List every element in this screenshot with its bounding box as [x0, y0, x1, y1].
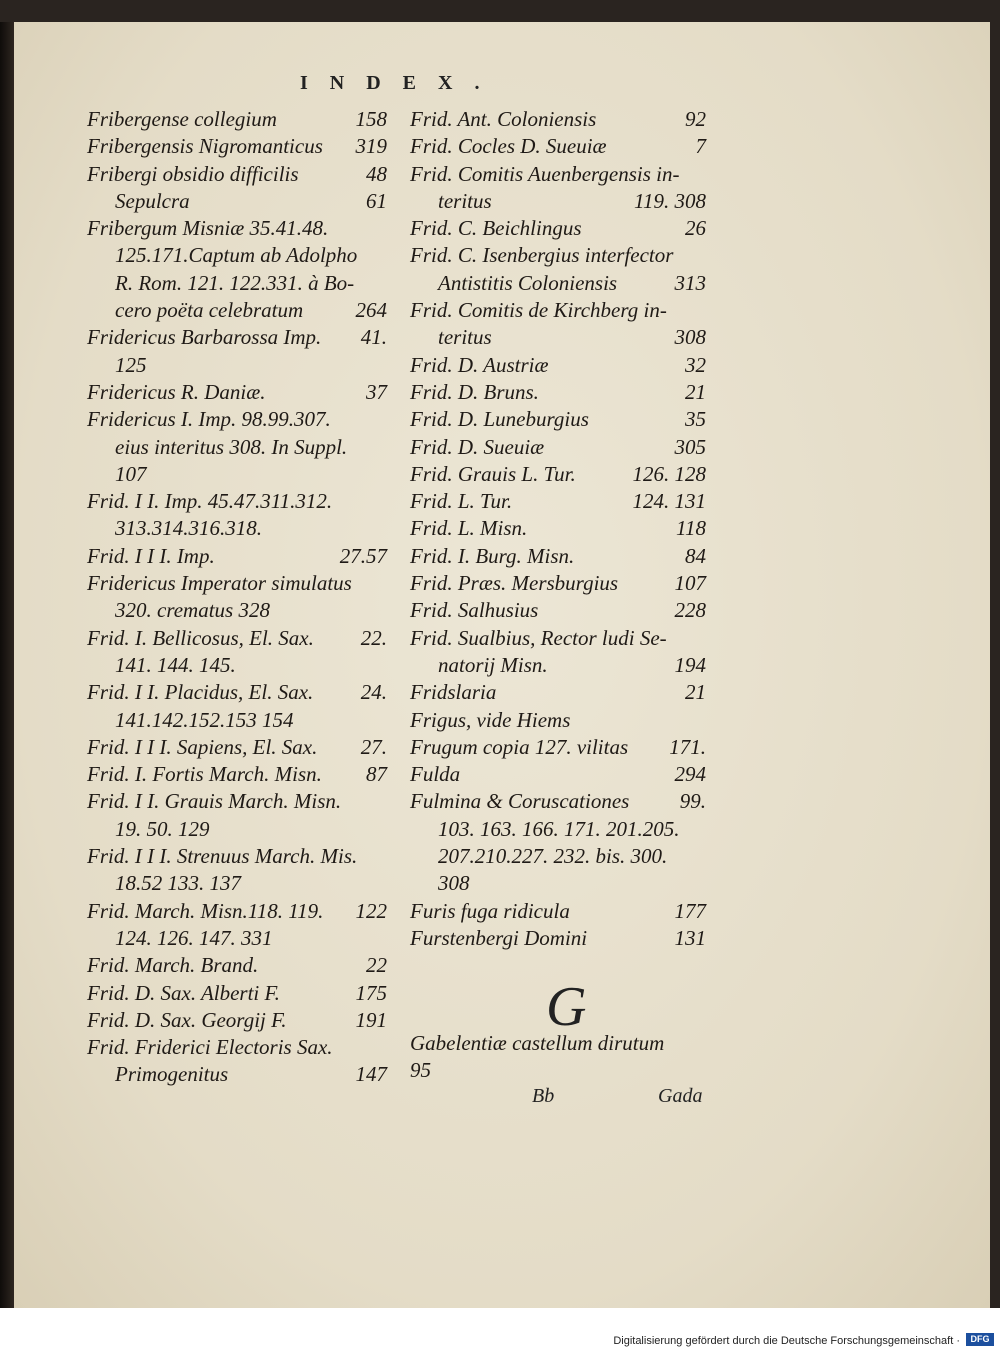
index-entry	[87, 570, 387, 597]
index-entry	[410, 734, 706, 761]
index-entry	[410, 133, 706, 160]
entry-page-ref: 21	[685, 680, 706, 705]
entry-text: Frid. L. Misn.	[410, 516, 528, 541]
index-entry	[410, 352, 706, 379]
entry-text: 19. 50. 129	[115, 816, 210, 841]
entry-page-ref: 99.	[679, 789, 706, 814]
footer-credit: Digitalisierung gefördert durch die Deutsche Forschungsgemeinschaft ·	[613, 1335, 960, 1347]
index-entry	[410, 652, 706, 679]
index-entry	[410, 925, 706, 952]
index-entry	[87, 379, 387, 406]
index-entry	[87, 870, 387, 897]
entry-page-ref: 48	[366, 161, 387, 186]
entry-text: Frid. L. Tur.	[410, 489, 513, 514]
index-entry	[87, 242, 387, 269]
entry-page-ref: 191	[355, 1007, 387, 1032]
entry-text: 320. crematus 328	[115, 598, 270, 623]
index-entry	[410, 1030, 706, 1057]
entry-page-ref: 131	[674, 925, 706, 950]
index-entry	[410, 570, 706, 597]
index-entry	[87, 1061, 387, 1088]
index-entry	[87, 952, 387, 979]
index-entry	[410, 597, 706, 624]
index-entry	[410, 461, 706, 488]
index-entry	[87, 707, 387, 734]
entry-text: Frid. I I. Placidus, El. Sax.	[87, 680, 314, 705]
entry-page-ref: 313	[674, 270, 706, 295]
entry-text: Frigus, vide Hiems	[410, 707, 571, 732]
entry-text: Frid. Comitis Auenbergensis in-	[410, 161, 680, 186]
entry-page-ref: 35	[685, 407, 706, 432]
index-entry	[87, 1034, 387, 1061]
entry-text: Frid. D. Sax. Georgij F.	[87, 1007, 287, 1032]
entry-page-ref: 171.	[669, 734, 706, 759]
entry-text: Frid. C. Beichlingus	[410, 216, 582, 241]
entry-text: Frid. Friderici Electoris Sax.	[87, 1035, 333, 1060]
dfg-logo: DFG	[966, 1333, 994, 1346]
index-entry	[87, 461, 387, 488]
entry-text: Fridericus R. Daniæ.	[87, 379, 266, 404]
entry-text: Fribergensis Nigromanticus	[87, 134, 323, 159]
index-entry	[87, 133, 387, 160]
entry-text: 18.52 133. 137	[115, 871, 241, 896]
index-entry	[410, 707, 706, 734]
entry-page-ref: 37	[366, 379, 387, 404]
entry-page-ref: 158	[355, 107, 387, 131]
index-entry	[87, 843, 387, 870]
entry-text: Frid. I I. Imp. 45.47.311.312.	[87, 489, 333, 514]
entry-text: cero poëta celebratum	[115, 298, 304, 323]
index-entry	[87, 980, 387, 1007]
entry-text: Fridericus Barbarossa Imp.	[87, 325, 322, 350]
entry-text: 124. 126. 147. 331	[115, 925, 273, 950]
entry-text: Frid. C. Isenbergius interfector	[410, 243, 674, 268]
entry-text: Frid. Salhusius	[410, 598, 539, 623]
entry-text: Frid. March. Brand.	[87, 953, 259, 978]
index-entry	[410, 870, 706, 897]
left-index-column	[87, 106, 387, 1089]
entry-page-ref: 147	[355, 1062, 387, 1087]
index-entry	[87, 816, 387, 843]
index-entry	[87, 679, 387, 706]
entry-text: Frid. Præs. Mersburgius	[410, 571, 619, 596]
index-entry	[87, 297, 387, 324]
entry-text: Gabelentiæ castellum dirutum	[410, 1031, 665, 1055]
entry-text: 141. 144. 145.	[115, 652, 236, 677]
entry-page-ref: 305	[674, 434, 706, 459]
entry-text: Frid. I. Bellicosus, El. Sax.	[87, 625, 314, 650]
index-entry	[410, 161, 706, 188]
page-header: INDEX.	[300, 72, 502, 94]
index-entry	[410, 625, 706, 652]
index-entry	[410, 215, 706, 242]
entry-page-ref: 107	[674, 571, 706, 596]
entry-text: Fribergum Misniæ 35.41.48.	[87, 216, 329, 241]
right-index-column	[410, 106, 706, 952]
entry-page-ref: 228	[674, 598, 706, 623]
entry-page-ref: 24.	[360, 680, 387, 705]
entry-text: teritus	[438, 325, 492, 350]
index-entry	[87, 788, 387, 815]
entry-text: Frugum copia 127. vilitas	[410, 734, 629, 759]
entry-text: Frid. Grauis L. Tur.	[410, 461, 576, 486]
entry-text: Frid. Ant. Coloniensis	[410, 107, 597, 131]
entry-text: R. Rom. 121. 122.331. à Bo-	[115, 270, 355, 295]
entry-text: Frid. I I I. Sapiens, El. Sax.	[87, 734, 318, 759]
catchword: Gada	[658, 1085, 703, 1107]
entry-text: Frid. D. Sax. Alberti F.	[87, 980, 280, 1005]
index-entry	[87, 352, 387, 379]
entry-text: Furis fuga ridicula	[410, 898, 570, 923]
index-entry	[410, 679, 706, 706]
entry-page-ref: 21	[685, 379, 706, 404]
index-entry	[87, 488, 387, 515]
index-entry	[410, 488, 706, 515]
entry-text: 207.210.227. 232. bis. 300.	[438, 844, 668, 869]
entry-page-ref: 26	[685, 216, 706, 241]
gabelentia-entry	[410, 1030, 706, 1085]
entry-text: 107	[115, 461, 147, 486]
index-entry	[87, 652, 387, 679]
book-spine	[0, 22, 14, 1308]
entry-text: Frid. D. Sueuiæ	[410, 434, 545, 459]
entry-page-ref: 194	[674, 652, 706, 677]
entry-page-ref: 294	[674, 762, 706, 787]
entry-text: Antistitis Coloniensis	[438, 270, 618, 295]
index-entry	[410, 297, 706, 324]
entry-text: Frid. D. Austriæ	[410, 352, 549, 377]
index-entry	[410, 434, 706, 461]
entry-page-ref: 27.	[360, 734, 387, 759]
entry-text: eius interitus 308. In Suppl.	[115, 434, 348, 459]
entry-page-ref: 319	[355, 134, 387, 159]
entry-text: Fulmina & Coruscationes	[410, 789, 630, 814]
entry-text: teritus	[438, 188, 492, 213]
entry-text: Frid. I I. Grauis March. Misn.	[87, 789, 342, 814]
entry-text: Fribergense collegium	[87, 107, 277, 131]
index-entry	[87, 1007, 387, 1034]
entry-page-ref: 27.57	[339, 543, 387, 568]
entry-text: Frid. Sualbius, Rector ludi Se-	[410, 625, 667, 650]
index-entry	[87, 761, 387, 788]
entry-page-ref: 118	[676, 516, 706, 541]
entry-page-ref: 22.	[360, 625, 387, 650]
entry-text: 125	[115, 352, 147, 377]
index-entry	[87, 188, 387, 215]
entry-text: Fribergi obsidio difficilis	[87, 161, 299, 186]
index-entry	[410, 816, 706, 843]
index-entry	[410, 788, 706, 815]
entry-text: Frid. D. Luneburgius	[410, 407, 589, 432]
index-entry	[87, 734, 387, 761]
entry-page-ref: 32	[685, 352, 706, 377]
index-entry	[410, 188, 706, 215]
entry-text: Frid. I I I. Strenuus March. Mis.	[87, 844, 358, 869]
entry-text: Frid. I. Burg. Misn.	[410, 543, 575, 568]
signature-mark: Bb	[532, 1085, 555, 1107]
index-entry	[87, 543, 387, 570]
index-entry	[87, 898, 387, 925]
entry-text: Fridericus I. Imp. 98.99.307.	[87, 407, 331, 432]
entry-text: 125.171.Captum ab Adolpho	[115, 243, 358, 268]
entry-page-ref: 61	[366, 188, 387, 213]
entry-text: Fulda	[410, 762, 461, 787]
entry-text: Frid. Comitis de Kirchberg in-	[410, 298, 667, 323]
entry-page-ref: 22	[366, 953, 387, 978]
index-entry	[410, 898, 706, 925]
entry-text: Frid. Cocles D. Sueuiæ	[410, 134, 607, 159]
index-entry	[410, 543, 706, 570]
entry-page-ref: 124. 131	[632, 489, 706, 514]
index-entry	[87, 161, 387, 188]
index-entry	[410, 324, 706, 351]
entry-page-ref: 119. 308	[634, 188, 706, 213]
index-entry	[87, 406, 387, 433]
entry-text: Sepulcra	[115, 188, 190, 213]
index-entry	[410, 761, 706, 788]
index-entry	[410, 379, 706, 406]
entry-text: 308	[438, 871, 470, 896]
entry-page-ref: 41.	[360, 325, 387, 350]
entry-text: 95	[410, 1058, 431, 1083]
entry-text: 103. 163. 166. 171. 201.205.	[438, 816, 680, 841]
entry-page-ref: 264	[355, 298, 387, 323]
index-entry	[87, 625, 387, 652]
index-entry	[410, 270, 706, 297]
index-entry	[87, 215, 387, 242]
entry-page-ref: 308	[674, 325, 706, 350]
entry-page-ref: 175	[355, 980, 387, 1005]
entry-text: Fridslaria	[410, 680, 497, 705]
index-entry	[410, 515, 706, 542]
entry-page-ref: 87	[366, 762, 387, 787]
index-entry	[410, 242, 706, 269]
entry-text: Frid. I I I. Imp.	[87, 543, 215, 568]
index-entry	[87, 597, 387, 624]
entry-page-ref: 92	[685, 107, 706, 131]
index-entry	[87, 515, 387, 542]
entry-text: Frid. March. Misn.118. 119.	[87, 898, 324, 923]
section-letter: G	[546, 976, 587, 1038]
index-entry	[410, 406, 706, 433]
entry-text: 141.142.152.153 154	[115, 707, 294, 732]
entry-text: Frid. I. Fortis March. Misn.	[87, 762, 322, 787]
index-entry	[87, 270, 387, 297]
entry-page-ref: 126. 128	[632, 461, 706, 486]
entry-text: natorij Misn.	[438, 652, 548, 677]
index-entry	[87, 434, 387, 461]
entry-page-ref: 7	[695, 134, 706, 159]
index-entry	[410, 106, 706, 133]
index-entry	[87, 106, 387, 133]
entry-page-ref: 177	[674, 898, 706, 923]
index-entry	[87, 324, 387, 351]
entry-text: Primogenitus	[115, 1062, 229, 1087]
index-entry	[410, 843, 706, 870]
index-entry	[87, 925, 387, 952]
entry-text: 313.314.316.318.	[115, 516, 262, 541]
entry-page-ref: 122	[355, 898, 387, 923]
entry-page-ref: 84	[685, 543, 706, 568]
entry-text: Frid. D. Bruns.	[410, 379, 539, 404]
index-entry	[410, 1057, 706, 1084]
entry-text: Fridericus Imperator simulatus	[87, 571, 352, 596]
entry-text: Furstenbergi Domini	[410, 925, 588, 950]
